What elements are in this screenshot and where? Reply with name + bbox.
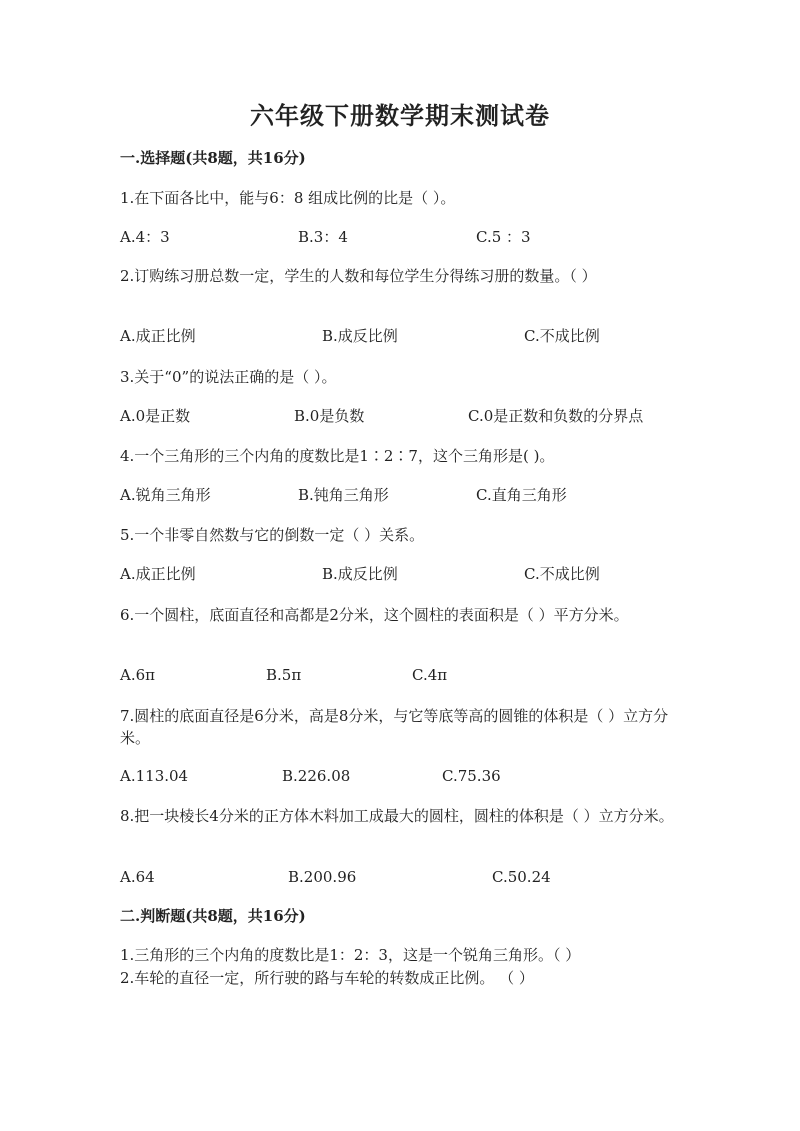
question-7-options: [120, 765, 680, 787]
option-c: C.0是正数和负数的分界点: [468, 407, 644, 425]
option-c: C.不成比例: [524, 565, 600, 583]
question-4-options: [120, 484, 680, 506]
question-8-options: [120, 866, 680, 888]
option-b: B.5π: [266, 666, 302, 684]
question-6: 6.一个圆柱，底面直径和高都是2分米，这个圆柱的表面积是（ ）平方分米。: [120, 606, 629, 624]
option-b: B.成反比例: [322, 565, 398, 583]
option-a: A.64: [120, 868, 155, 886]
section-heading-judgement: 二.判断题(共8题，共16分): [120, 907, 306, 925]
question-1: 1.在下面各比中，能与6：8 组成比例的比是（ ）。: [120, 189, 456, 207]
option-b: B.0是负数: [294, 407, 365, 425]
option-a: A.6π: [120, 666, 156, 684]
question-5: 5.一个非零自然数与它的倒数一定（ ）关系。: [120, 526, 425, 544]
option-c: C.50.24: [492, 868, 551, 886]
question-2: 2.订购练习册总数一定，学生的人数和每位学生分得练习册的数量。（ ）: [120, 267, 597, 285]
question-3: 3.关于“0”的说法正确的是（ ）。: [120, 368, 337, 386]
judgement-question-2: 2.车轮的直径一定，所行驶的路与车轮的转数成正比例。 （ ）: [120, 969, 534, 987]
question-2-options: [120, 325, 680, 347]
option-a: A.成正比例: [120, 565, 196, 583]
option-a: A.成正比例: [120, 327, 196, 345]
option-b: B.3：4: [298, 228, 348, 246]
option-b: B.钝角三角形: [298, 486, 389, 504]
judgement-question-1: 1.三角形的三个内角的度数比是1：2：3，这是一个锐角三角形。（ ）: [120, 946, 581, 964]
option-c: C.75.36: [442, 767, 501, 785]
question-8: 8.把一块棱长4分米的正方体木料加工成最大的圆柱，圆柱的体积是（ ）立方分米。: [120, 807, 674, 825]
option-b: B.226.08: [282, 767, 351, 785]
option-a: A.0是正数: [120, 407, 191, 425]
section-heading-choice: 一.选择题(共8题，共16分): [120, 149, 306, 167]
option-b: B.200.96: [288, 868, 357, 886]
question-1-options: [120, 226, 680, 248]
question-4: 4.一个三角形的三个内角的度数比是1∶2∶7，这个三角形是( )。: [120, 447, 555, 465]
option-a: A.113.04: [120, 767, 189, 785]
question-7: 7.圆柱的底面直径是6分米，高是8分米，与它等底等高的圆锥的体积是（ ）立方分米。: [120, 707, 669, 747]
question-5-options: [120, 563, 680, 585]
option-a: A.4：3: [120, 228, 170, 246]
question-3-options: [120, 405, 680, 427]
option-b: B.成反比例: [322, 327, 398, 345]
option-c: C.不成比例: [524, 327, 600, 345]
option-a: A.锐角三角形: [120, 486, 211, 504]
page-title: 六年级下册数学期末测试卷: [250, 101, 550, 130]
option-c: C.直角三角形: [476, 486, 567, 504]
option-c: C.5 ：3: [476, 228, 531, 246]
option-c: C.4π: [412, 666, 448, 684]
question-6-options: [120, 664, 680, 686]
